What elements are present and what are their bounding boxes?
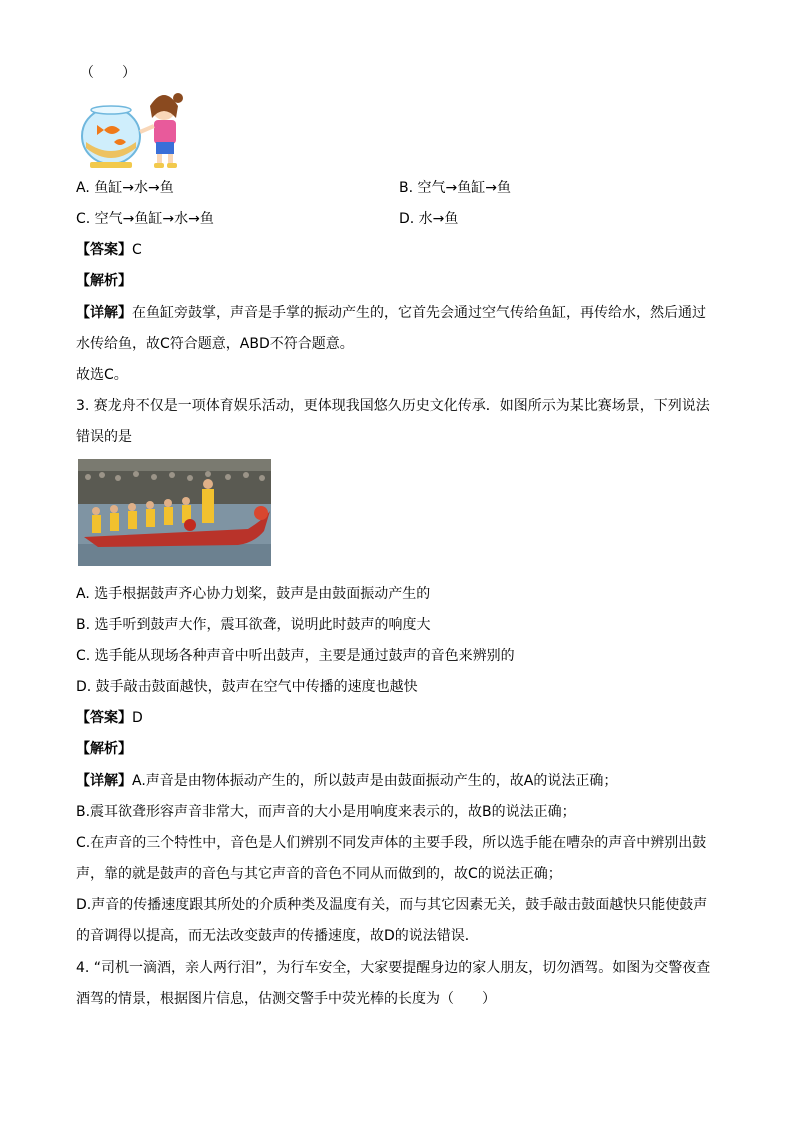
answer-value: D [132, 710, 143, 726]
answer-tag: 【答案】 [76, 710, 132, 726]
q2-answer [76, 241, 142, 259]
detail-tag: 【详解】 [76, 305, 132, 321]
q2-analysis-tag: 【解析】 [76, 273, 132, 289]
q3-stem-line2: 错误的是 [76, 429, 132, 445]
q3-detail-b: B.震耳欲聋形容声音非常大，而声音的大小是用响度来表示的，故B的说法正确； [76, 804, 576, 820]
detail-tag: 【详解】 [76, 773, 132, 789]
dragon-boat-photo [78, 459, 271, 566]
q3-detail-d2: 的音调得以提高，而无法改变鼓声的传播速度，故D的说法错误． [76, 928, 479, 944]
fishbowl-girl-figure [78, 86, 190, 170]
q4-stem-line1: 4. “司机一滴酒，亲人两行泪”，为行车安全，大家要提醒身边的家人朋友，切勿酒驾。如图为交警夜查 [76, 960, 711, 976]
q2-detail-line2: 水传给鱼，故C符合题意，ABD不符合题意。 [76, 336, 354, 352]
q3-option-b: B. 选手听到鼓声大作，震耳欲聋，说明此时鼓声的响度大 [76, 617, 431, 633]
answer-value: C [132, 242, 142, 258]
q3-option-d: D. 鼓手敲击鼓面越快，鼓声在空气中传播的速度也越快 [76, 679, 418, 695]
answer-tag: 【答案】 [76, 242, 132, 258]
q2-stem-tail: （ ） [80, 65, 136, 81]
detail-text: 在鱼缸旁鼓掌，声音是手掌的振动产生的，它首先会通过空气传给鱼缸，再传给水，然后通过 [132, 305, 706, 321]
detail-text: A.声音是由物体振动产生的，所以鼓声是由鼓面振动产生的，故A的说法正确； [132, 773, 618, 789]
q2-detail-line1 [76, 304, 706, 322]
q3-detail-c1: C.在声音的三个特性中，音色是人们辨别不同发声体的主要手段，所以选手能在嘈杂的声音中辨别出鼓 [76, 835, 707, 851]
q4-stem-line2: 酒驾的情景，根据图片信息，估测交警手中荧光棒的长度为（ ） [76, 991, 496, 1007]
q2-option-a: A. 鱼缸→水→鱼 [76, 180, 174, 196]
q3-analysis-tag: 【解析】 [76, 741, 132, 757]
q3-detail-d1: D.声音的传播速度跟其所处的介质种类及温度有关，而与其它因素无关，鼓手敲击鼓面越快只能使鼓声 [76, 897, 708, 913]
q3-detail-c2: 声，靠的就是鼓声的音色与其它声音的音色不同从而做到的，故C的说法正确； [76, 866, 562, 882]
q2-conclusion: 故选C。 [76, 367, 128, 383]
q2-option-b: B. 空气→鱼缸→鱼 [399, 180, 511, 196]
q3-detail-a [76, 772, 617, 790]
q3-answer [76, 709, 143, 727]
q2-option-c: C. 空气→鱼缸→水→鱼 [76, 211, 214, 227]
q3-stem-line1: 3. 赛龙舟不仅是一项体育娱乐活动，更体现我国悠久历史文化传承．如图所示为某比赛场景，下列说法 [76, 398, 710, 414]
q3-option-c: C. 选手能从现场各种声音中听出鼓声，主要是通过鼓声的音色来辨别的 [76, 648, 515, 664]
q2-option-d: D. 水→鱼 [399, 211, 459, 227]
q3-option-a: A. 选手根据鼓声齐心协力划桨，鼓声是由鼓面振动产生的 [76, 586, 431, 602]
